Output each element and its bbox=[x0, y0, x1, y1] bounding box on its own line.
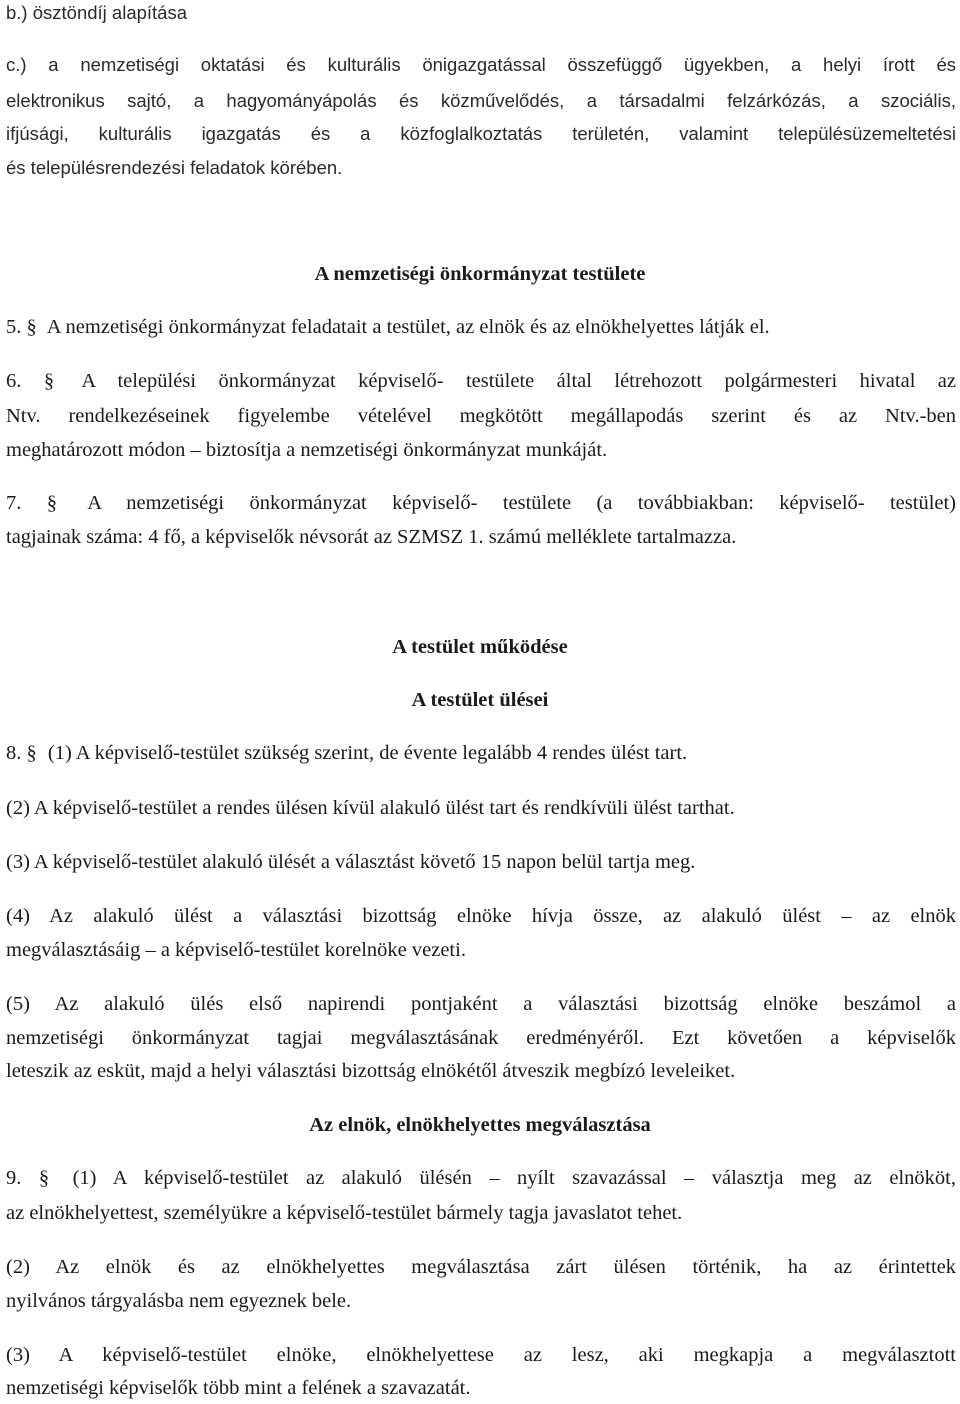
subsection-heading: A testület ülései bbox=[411, 689, 549, 711]
paragraph-number: 9. bbox=[6, 1167, 22, 1189]
paragraph-text: A települési önkormányzat képviselő- testülete által létrehozott polgármesteri hivatal az bbox=[81, 370, 957, 392]
text-line: (4) Az alakuló ülést a választási bizottság elnöke hívja össze, az alakuló ülést – az elnök bbox=[6, 905, 956, 927]
paragraph-number: 6. bbox=[6, 370, 22, 392]
paragraph-text: A nemzetiségi önkormányzat képviselő- testülete (a továbbiakban: képviselő- testület) bbox=[87, 492, 957, 514]
section-sign: § bbox=[26, 316, 37, 338]
text-line: és településrendezési feladatok körében. bbox=[6, 157, 343, 178]
text-line: (3) A képviselő-testület alakuló ülését a választást követő 15 napon belül tartja meg. bbox=[6, 851, 696, 873]
paragraph-text: (1) A képviselő-testület szükség szerint, de évente legalább 4 rendes ülést tart. bbox=[47, 742, 688, 764]
paragraph-number: 7. bbox=[6, 492, 22, 514]
text-line: ifjúsági, kulturális igazgatás és a közfoglalkoztatás területén, valamint településüzemeltetési bbox=[6, 123, 956, 144]
text-line: tagjainak száma: 4 fő, a képviselők névsorát az SZMSZ 1. számú melléklete tartalmazza. bbox=[6, 526, 737, 548]
paragraph-text: (1) A képviselő-testület az alakuló ülésén – nyílt szavazással – választja meg az elnököt, bbox=[72, 1167, 956, 1189]
section-heading: A nemzetiségi önkormányzat testülete bbox=[314, 263, 646, 285]
list-item-b: b.) ösztöndíj alapítása bbox=[6, 2, 187, 23]
text-line bbox=[6, 1165, 956, 1193]
paragraph-number: 8. bbox=[6, 742, 22, 764]
text-line bbox=[6, 368, 956, 396]
section-sign: § bbox=[26, 742, 37, 764]
text-line: elektronikus sajtó, a hagyományápolás és közművelődés, a társadalmi felzárkózás, a szociális, bbox=[6, 90, 956, 111]
text-line bbox=[6, 490, 956, 518]
text-line: nemzetiségi önkormányzat tagjai megválasztásának eredményéről. Ezt követően a képviselők bbox=[6, 1027, 956, 1049]
text-line: az elnökhelyettest, személyükre a képviselő-testület bármely tagja javaslatot tehet. bbox=[6, 1202, 683, 1224]
text-line: meghatározott módon – biztosítja a nemzetiségi önkormányzat munkáját. bbox=[6, 439, 608, 461]
text-line: megválasztásáig – a képviselő-testület korelnöke vezeti. bbox=[6, 939, 466, 961]
text-line: nyilvános tárgyalásba nem egyeznek bele. bbox=[6, 1290, 352, 1312]
section-sign: § bbox=[46, 492, 57, 514]
text-line: (2) Az elnök és az elnökhelyettes megválasztása zárt ülésen történik, ha az érintettek bbox=[6, 1256, 956, 1278]
text-line: leteszik az esküt, majd a helyi választási bizottság elnökétől átveszik megbízó leveleiket. bbox=[6, 1060, 736, 1082]
text-line: c.) a nemzetiségi oktatási és kulturális önigazgatással összefüggő ügyekben, a helyi írott és bbox=[6, 54, 956, 75]
section-sign: § bbox=[38, 1167, 50, 1189]
section-heading: Az elnök, elnökhelyettes megválasztása bbox=[309, 1114, 651, 1136]
paragraph-text: A nemzetiségi önkormányzat feladatait a testület, az elnök és az elnökhelyettes látják el. bbox=[46, 316, 770, 338]
text-line bbox=[6, 740, 956, 768]
text-line: (2) A képviselő-testület a rendes ülésen kívül alakuló ülést tart és rendkívüli ülést tarthat. bbox=[6, 797, 735, 819]
text-line: (3) A képviselő-testület elnöke, elnökhelyettese az lesz, aki megkapja a megválasztott bbox=[6, 1344, 956, 1366]
paragraph-5 bbox=[6, 314, 956, 342]
section-heading: A testület működése bbox=[392, 636, 568, 658]
text-line: (5) Az alakuló ülés első napirendi pontjaként a választási bizottság elnöke beszámol a bbox=[6, 993, 956, 1015]
section-sign: § bbox=[43, 370, 55, 392]
text-line: nemzetiségi képviselők több mint a felének a szavazatát. bbox=[6, 1377, 471, 1399]
text-line: Ntv. rendelkezéseinek figyelembe vételével megkötött megállapodás szerint és az Ntv.-ben bbox=[6, 405, 956, 427]
paragraph-number: 5. bbox=[6, 316, 22, 338]
